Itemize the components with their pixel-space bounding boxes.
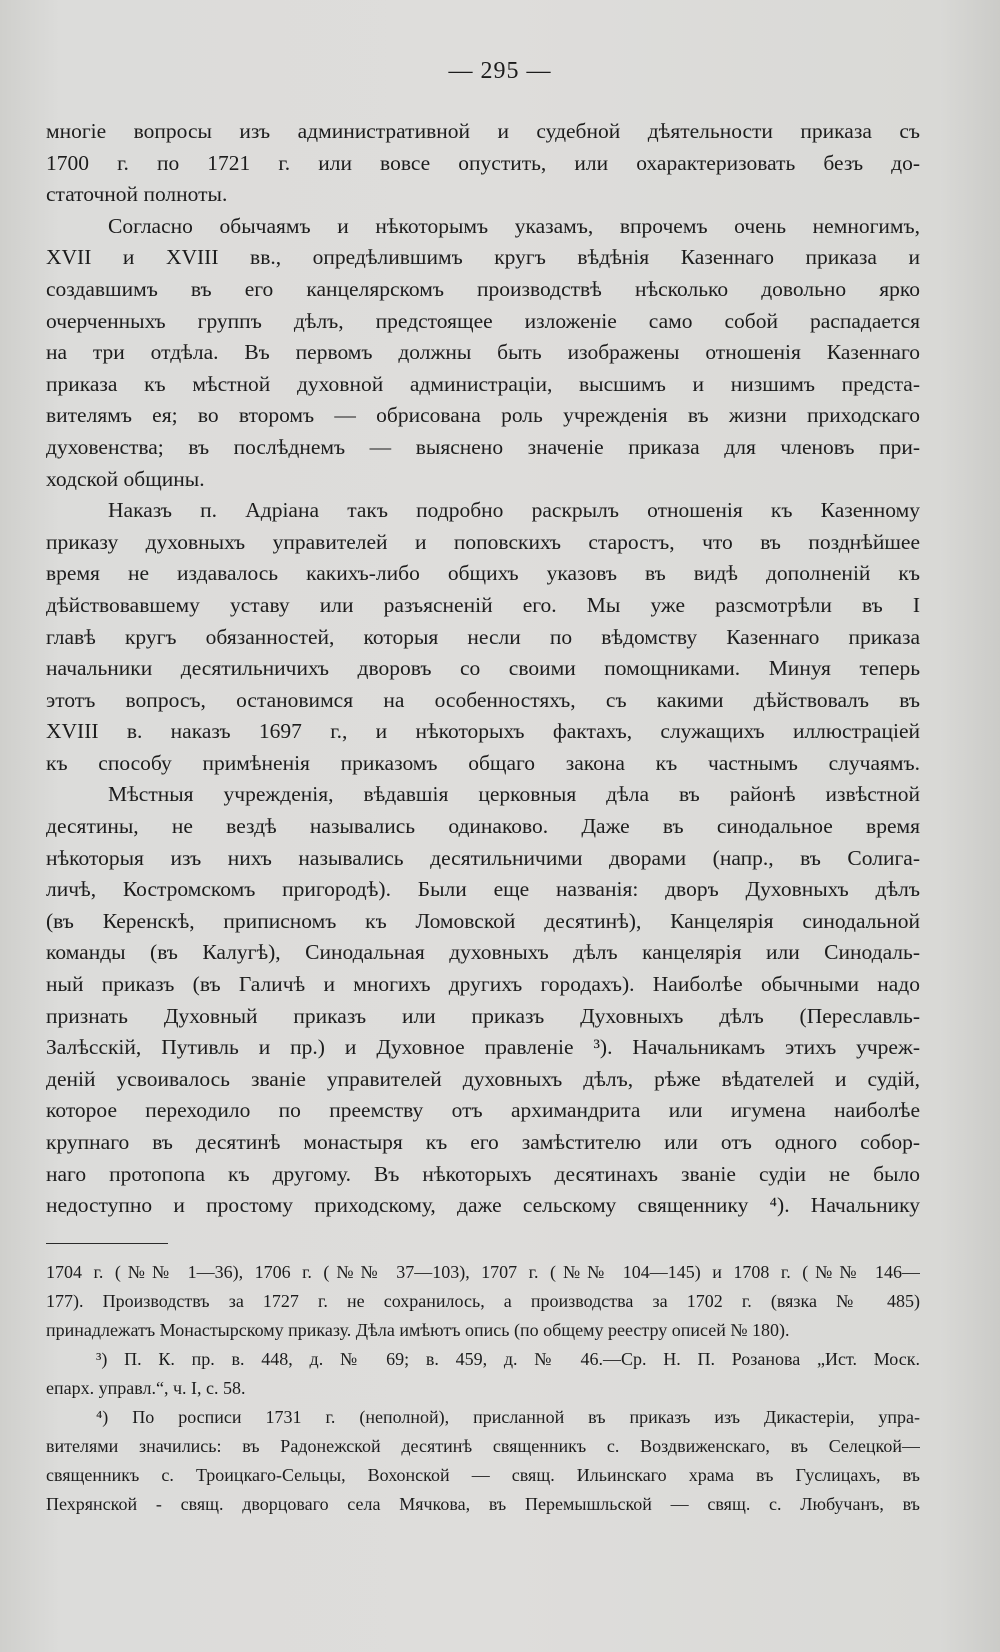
text-line: Наказъ п. Адріана такъ подробно раскрылъ отношенія къ Казенному xyxy=(108,498,920,523)
text-line: личѣ, Костромскомъ пригородѣ). Были еще названія: дворъ Духовныхъ дѣлъ xyxy=(46,877,920,902)
text-line: XVIII в. наказъ 1697 г., и нѣкоторыхъ фактахъ, служащихъ иллюстраціей xyxy=(46,719,920,744)
footnote-line: священникъ с. Троицкаго-Сельцы, Вохонской — свящ. Ильинскаго храма въ Гуслицахъ, въ xyxy=(46,1465,920,1485)
text-line: (въ Керенскѣ, приписномъ къ Ломовской десятинѣ), Канцелярія синодальной xyxy=(46,908,920,933)
text-line: на три отдѣла. Въ первомъ должны быть изображены отношенія Казеннаго xyxy=(46,340,920,365)
footnote-line: вителями значились: въ Радонежской десятинѣ священникъ с. Воздвиженскаго, въ Селецкой— xyxy=(46,1436,920,1456)
footnote-divider xyxy=(46,1243,168,1244)
text-line: духовенства; въ послѣднемъ — выяснено значеніе приказа для членовъ при- xyxy=(46,434,920,459)
text-line: Мѣстныя учрежденія, вѣдавшія церковныя дѣла въ районѣ извѣстной xyxy=(108,782,920,807)
text-line: къ способу примѣненія приказомъ общаго закона къ частнымъ случаямъ. xyxy=(46,750,920,775)
text-line: команды (въ Калугѣ), Синодальная духовныхъ дѣлъ канцелярія или Синодаль- xyxy=(46,940,920,965)
text-line: вителямъ ея; во второмъ — обрисована роль учрежденія въ жизни приходскаго xyxy=(46,403,920,428)
text-line: Согласно обычаямъ и нѣкоторымъ указамъ, впрочемъ очень немногимъ, xyxy=(108,213,920,238)
text-line: дѣйствовавшему уставу или разъясненій его. Мы уже разсмотрѣли въ I xyxy=(46,592,920,617)
footnote-line: 177). Производствъ за 1727 г. не сохранилось, а производства за 1702 г. (вязка № 485) xyxy=(46,1291,920,1311)
text-line: главѣ кругъ обязанностей, которыя несли по вѣдомству Казеннаго приказа xyxy=(46,624,920,649)
text-line: время не издавалось какихъ-либо общихъ указовъ въ видѣ дополненій къ xyxy=(46,561,920,586)
text-line: приказу духовныхъ управителей и поповскихъ старостъ, что въ позднѣйшее xyxy=(46,529,920,554)
text-line: десятины, не вездѣ назывались одинаково. Даже въ синодальное время xyxy=(46,814,920,839)
text-line: многіе вопросы изъ административной и судебной дѣятельности приказа съ xyxy=(46,119,920,143)
text-line: статочной полноты. xyxy=(46,182,228,207)
footnote-line: ⁴) По росписи 1731 г. (неполной), присланной въ приказъ изъ Дикастеріи, упра- xyxy=(96,1407,920,1427)
text-line: очерченныхъ группъ дѣлъ, предстоящее изложеніе само собой распадается xyxy=(46,308,920,333)
text-line: ный приказъ (въ Галичѣ и многихъ другихъ городахъ). Наиболѣе обычными надо xyxy=(46,972,920,997)
text-line: нѣкоторыя изъ нихъ назывались десятильничими дворами (напр., въ Солига- xyxy=(46,845,920,870)
text-line: крупнаго въ десятинѣ монастыря къ его замѣстителю или отъ одного собор- xyxy=(46,1130,920,1154)
footnotes xyxy=(46,1258,920,1519)
footnote-line: Пехрянской - свящ. дворцоваго села Мячкова, въ Перемышльской — свящ. с. Любучанъ, въ xyxy=(46,1494,920,1514)
text-line: 1700 г. по 1721 г. или вовсе опустить, или охарактеризовать безъ до- xyxy=(46,150,920,175)
footnote-line: принадлежатъ Монастырскому приказу. Дѣла имѣютъ опись (по общему реестру описей № 180). xyxy=(46,1320,790,1340)
footnote-line: 1704 г. (№№ 1—36), 1706 г. (№№ 37—103), 1707 г. (№№ 104—145) и 1708 г. (№№ 146— xyxy=(46,1262,920,1282)
text-line: деній усвоивалось званіе управителей духовныхъ дѣлъ, рѣже вѣдателей и судій, xyxy=(46,1066,920,1091)
page-number: — 295 — xyxy=(448,58,552,84)
text-line: недоступно и простому приходскому, даже сельскому священнику ⁴). Начальнику xyxy=(46,1193,920,1218)
text-line: этотъ вопросъ, остановимся на особенностяхъ, съ какими дѣйствовалъ въ xyxy=(46,687,920,712)
text-line: наго протопопа къ другому. Въ нѣкоторыхъ десятинахъ званіе судіи не было xyxy=(46,1161,920,1186)
text-line: приказа къ мѣстной духовной администраціи, высшимъ и низшимъ предста- xyxy=(46,371,920,396)
footnote-line: епарх. управл.“, ч. I, с. 58. xyxy=(46,1378,246,1398)
main-text xyxy=(46,116,920,1222)
text-line: признать Духовный приказъ или приказъ Духовныхъ дѣлъ (Переславль- xyxy=(46,1003,920,1028)
text-line: создавшимъ въ его канцелярскомъ производствѣ нѣсколько довольно ярко xyxy=(46,276,920,301)
text-line: XVII и XVIII вв., опредѣлившимъ кругъ вѣдѣнія Казеннаго приказа и xyxy=(46,245,920,270)
text-line: которое переходило по преемству отъ архимандрита или игумена наиболѣе xyxy=(46,1098,920,1123)
text-line: начальники десятильничихъ дворовъ со своими помощниками. Минуя теперь xyxy=(46,656,920,681)
text-line: ходской общины. xyxy=(46,466,205,491)
footnote-line: ³) П. К. пр. в. 448, д. № 69; в. 459, д. № 46.—Ср. Н. П. Розанова „Ист. Моск. xyxy=(96,1349,920,1369)
text-line: Залѣсскій, Путивль и пр.) и Духовное правленіе ³). Начальникамъ этихъ учреж- xyxy=(46,1035,920,1060)
